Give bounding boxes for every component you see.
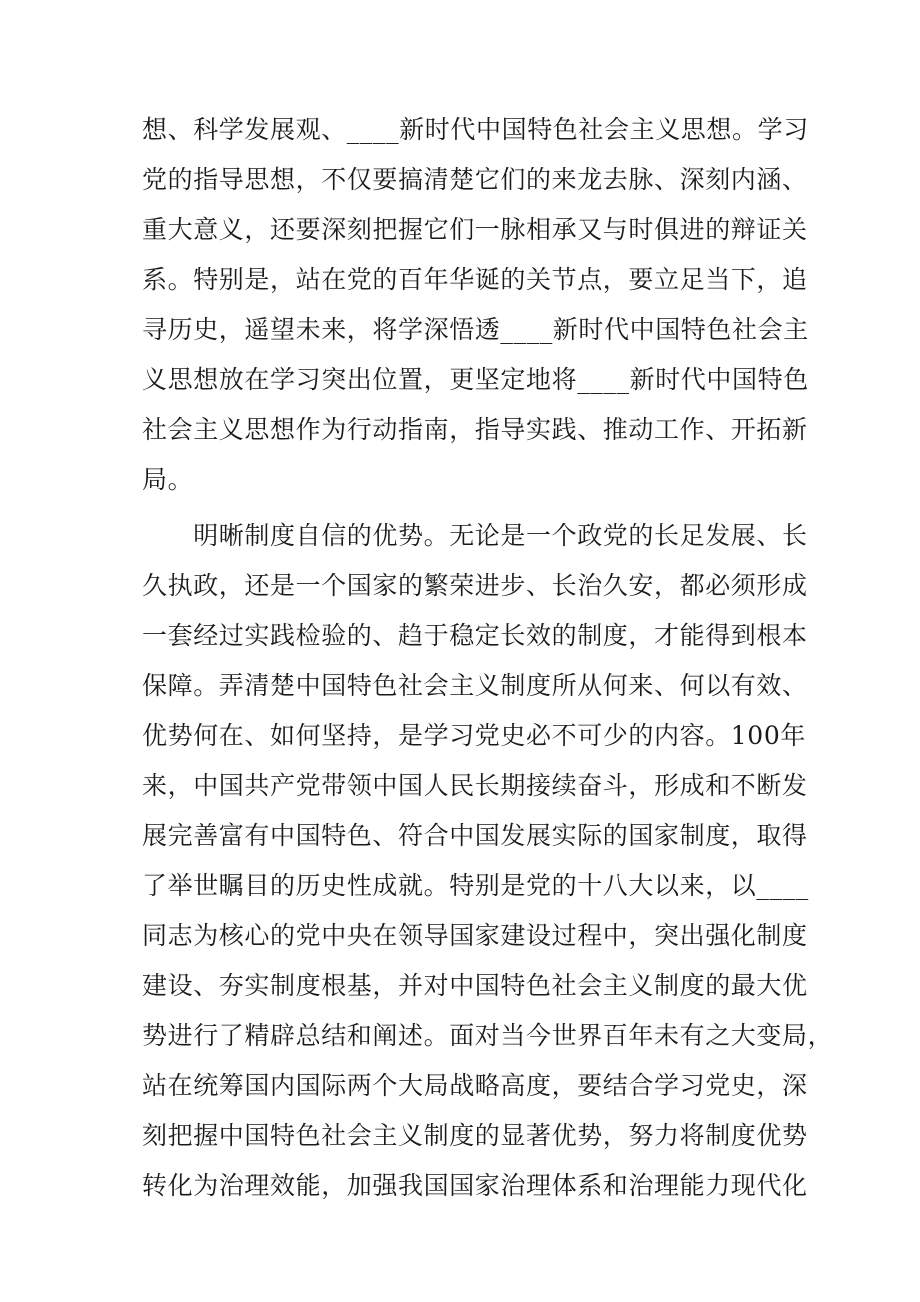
- text-line: 势进行了精辟总结和阐述。面对当今世界百年未有之大变局，: [142, 1021, 834, 1050]
- text-line: 久执政，还是一个国家的繁荣进步、长治久安，都必须形成: [142, 571, 808, 600]
- text-line: 一套经过实践检验的、趋于稳定长效的制度，才能得到根本: [142, 621, 808, 650]
- text-line: 建设、夯实制度根基，并对中国特色社会主义制度的最大优: [142, 971, 808, 1000]
- text-line: 义思想放在学习突出位置，更坚定地将____新时代中国特色: [142, 365, 809, 394]
- text-line: 了举世瞩目的历史性成就。特别是党的十八大以来，以____: [142, 871, 809, 900]
- text-line: 刻把握中国特色社会主义制度的显著优势，努力将制度优势: [142, 1121, 808, 1150]
- text-line: 寻历史，遥望未来，将学深悟透____新时代中国特色社会主: [142, 315, 809, 344]
- text-line: 明晰制度自信的优势。无论是一个政党的长足发展、长: [142, 521, 808, 550]
- text-line: 党的指导思想，不仅要搞清楚它们的来龙去脉、深刻内涵、: [142, 165, 808, 194]
- text-line: 来，中国共产党带领中国人民长期接续奋斗，形成和不断发: [142, 771, 808, 800]
- text-line: 同志为核心的党中央在领导国家建设过程中，突出强化制度: [142, 921, 808, 950]
- text-line: 展完善富有中国特色、符合中国发展实际的国家制度，取得: [142, 821, 808, 850]
- text-line: 系。特别是，站在党的百年华诞的关节点，要立足当下，追: [142, 265, 808, 294]
- text-line: 站在统筹国内国际两个大局战略高度，要结合学习党史，深: [142, 1071, 808, 1100]
- text-line: 优势何在、如何坚持，是学习党史必不可少的内容。100年: [142, 721, 806, 750]
- text-line: 想、科学发展观、____新时代中国特色社会主义思想。学习: [142, 115, 809, 144]
- text-line: 社会主义思想作为行动指南，指导实践、推动工作、开拓新: [142, 415, 808, 444]
- paragraph-2: [142, 511, 834, 1211]
- document-body: [142, 105, 834, 1211]
- text-line: 重大意义，还要深刻把握它们一脉相承又与时俱进的辩证关: [142, 215, 808, 244]
- text-line: 局。: [142, 465, 194, 494]
- paragraph-1: [142, 105, 809, 505]
- text-line: 转化为治理效能，加强我国国家治理体系和治理能力现代化: [142, 1171, 808, 1200]
- text-line: 保障。弄清楚中国特色社会主义制度所从何来、何以有效、: [142, 671, 808, 700]
